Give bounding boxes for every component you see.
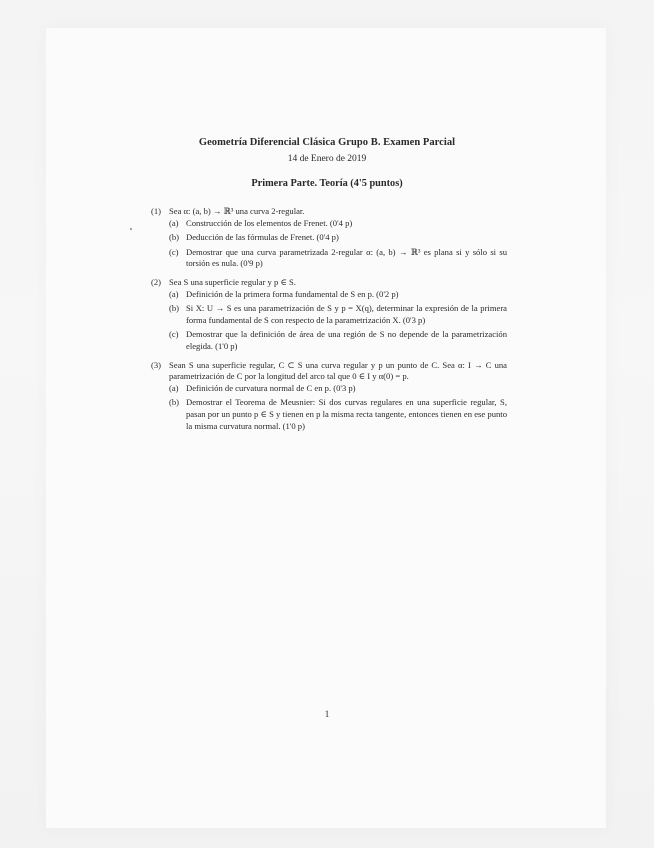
question-item — [169, 383, 507, 395]
item-text: Demostrar que la definición de área de una región de S no depende de la parametrización elegida. (1'0 p) — [186, 329, 507, 351]
question-number: (1) — [151, 206, 162, 216]
item-label: (a) — [169, 288, 179, 299]
item-text: Demostrar el Teorema de Meusnier: Si dos curvas regulares en una superficie regular, S, pasan por un punto p ∈ S y tienen en p la misma recta tangente, entonces tienen en ese punto la misma curvatura normal. (1'0 p) — [186, 397, 507, 431]
question-3 — [151, 360, 507, 433]
question-item — [169, 329, 507, 352]
question-item — [169, 303, 507, 326]
item-text: Deducción de las fórmulas de Frenet. (0'4 p) — [186, 232, 339, 243]
exam-date: 14 de Enero de 2019 — [287, 154, 367, 164]
question-text: Sea S una superficie regular y p ∈ S. — [169, 276, 296, 287]
question-1 — [151, 206, 507, 270]
item-text: Construcción de los elementos de Frenet. (0'4 p) — [186, 217, 353, 228]
item-label: (c) — [169, 246, 179, 257]
item-label: (b) — [169, 397, 180, 408]
question-header — [151, 277, 507, 289]
item-text: Definición de la primera forma fundamental de S en p. (0'2 p) — [186, 288, 399, 299]
question-item — [169, 397, 507, 432]
item-label: (a) — [169, 217, 179, 228]
question-number: (3) — [151, 359, 162, 370]
question-text: Sea α: (a, b) → ℝ³ una curva 2-regular. — [169, 206, 305, 216]
question-header — [151, 206, 507, 218]
question-header — [151, 360, 507, 383]
questions-list — [151, 206, 507, 439]
page-number: 1 — [324, 709, 330, 719]
question-text: Sean S una superficie regular, C ⊂ S una curva regular y p un punto de C. Sea α: I → C una parametrización de C por la longitud del arco tal que 0 ∈ I y α(0) = p. — [169, 359, 507, 382]
item-text: Demostrar que una curva parametrizada 2-regular α: (a, b) → ℝ³ es plana si y sólo si su torsión es nula. (0'9 p) — [186, 246, 507, 269]
question-item — [169, 232, 507, 244]
item-label: (b) — [169, 303, 180, 314]
scan-speck — [130, 228, 132, 230]
item-label: (c) — [169, 329, 179, 340]
question-2 — [151, 277, 507, 353]
item-text: Definición de curvatura normal de C en p. (0'3 p) — [186, 382, 356, 393]
question-item — [169, 289, 507, 301]
item-label: (a) — [169, 382, 179, 393]
section-title: Primera Parte. Teoría (4'5 puntos) — [251, 178, 403, 189]
exam-title: Geometría Diferencial Clásica Grupo B. Examen Parcial — [198, 137, 456, 148]
question-item — [169, 218, 507, 230]
question-number: (2) — [151, 276, 162, 287]
item-label: (b) — [169, 232, 180, 243]
question-item — [169, 247, 507, 270]
item-text: Si X: U → S es una parametrización de S y p = X(q), determinar la expresión de la primera forma fundamental de S con respecto de la parametrización X. (0'3 p) — [186, 303, 507, 325]
